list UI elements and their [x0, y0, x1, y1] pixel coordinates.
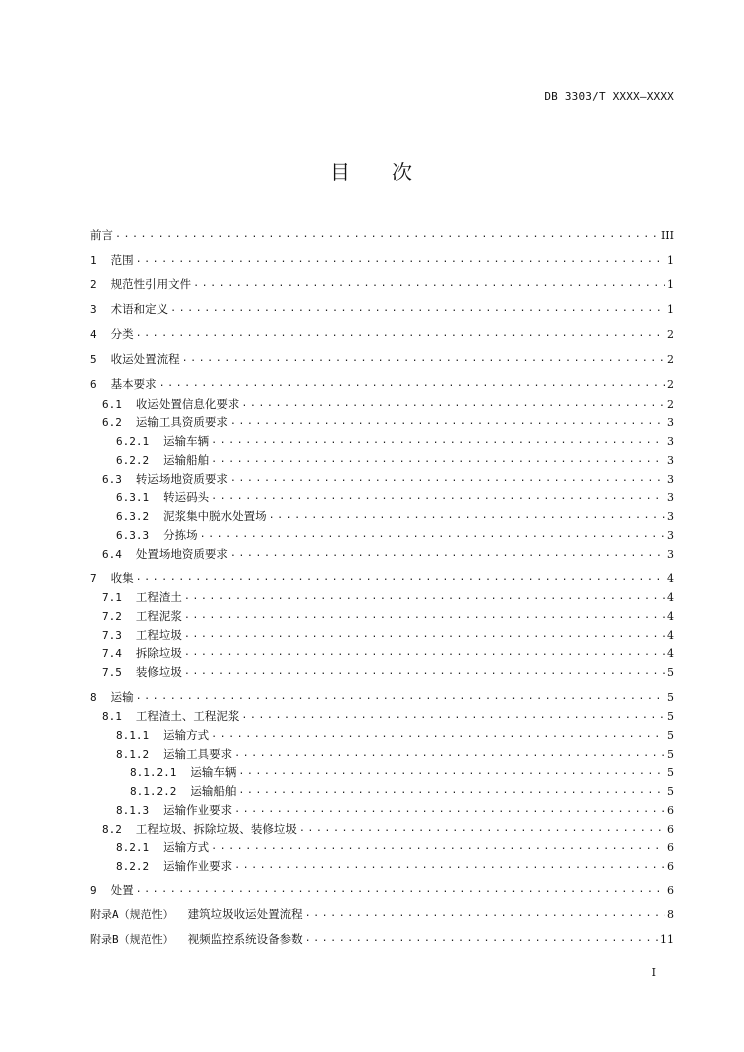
toc-entry-page: 6 [667, 840, 674, 854]
toc-entry-number: 3 [90, 302, 97, 316]
toc-dot-leader [136, 690, 665, 704]
toc-dot-leader [234, 803, 665, 817]
toc-entry[interactable] [90, 395, 674, 413]
toc-dot-leader [234, 859, 665, 873]
toc-entry-label: 运输方式 [163, 728, 210, 742]
toc-entry-label: 建筑垃圾收运处置流程 [187, 907, 303, 921]
toc-title [0, 156, 744, 185]
toc-entry[interactable] [90, 688, 674, 706]
toc-entry-label: 工程渣土、工程泥浆 [135, 709, 240, 723]
toc-entry-number: 7.4 [102, 646, 122, 660]
toc-entry-page: 3 [667, 490, 674, 504]
toc-entry-number: 8.2.2 [116, 859, 150, 873]
toc-entry[interactable] [90, 251, 674, 269]
toc-entry[interactable] [90, 607, 674, 625]
toc-entry-label: 收运处置信息化要求 [135, 397, 240, 411]
toc-entry-number: 7.2 [102, 609, 122, 623]
toc-entry-number: 7 [90, 571, 97, 585]
toc-dot-leader [305, 907, 665, 921]
toc-dot-leader [211, 434, 665, 448]
toc-entry-page: 4 [667, 646, 674, 660]
toc-dot-leader [136, 253, 665, 267]
toc-dot-leader [211, 728, 665, 742]
toc-entry[interactable] [90, 432, 674, 450]
toc-dot-leader [193, 277, 665, 291]
toc-entry-label: 术语和定义 [110, 302, 169, 316]
toc-entry-page: 4 [667, 571, 674, 585]
toc-entry[interactable] [90, 707, 674, 725]
toc-entry-number: 附录B（规范性） [90, 933, 174, 946]
toc-entry-label: 收集 [110, 571, 134, 585]
toc-entry-number: 8.1 [102, 709, 122, 723]
toc-entry-number: 7.5 [102, 665, 122, 679]
toc-entry-label: 前言 [90, 228, 113, 242]
toc-dot-leader [184, 665, 665, 679]
toc-entry[interactable] [90, 300, 674, 318]
toc-entry[interactable] [90, 488, 674, 506]
toc-entry-label: 工程泥浆 [135, 609, 182, 623]
toc-entry-number: 8.1.2.2 [130, 784, 177, 798]
toc-entry-label: 运输车辆 [163, 434, 210, 448]
toc-entry-page: 3 [667, 472, 674, 486]
toc-entry-label: 处置 [110, 883, 134, 897]
toc-entry[interactable] [90, 413, 674, 431]
toc-entry[interactable] [90, 801, 674, 819]
toc-entry-page: 2 [667, 327, 674, 341]
toc-entry-page: 5 [667, 784, 674, 798]
toc-entry-label: 拆除垃圾 [135, 646, 182, 660]
toc-entry-number: 附录A（规范性） [90, 908, 174, 921]
toc-entry-page: 5 [667, 690, 674, 704]
toc-entry-number: 6.3.3 [116, 528, 150, 542]
toc-entry-number: 8.1.1 [116, 728, 150, 742]
toc-entry[interactable] [90, 820, 674, 838]
toc-title-char-2: 次 [392, 160, 414, 184]
toc-entry-page: 6 [667, 859, 674, 873]
toc-dot-leader [136, 883, 665, 897]
toc-entry-number: 2 [90, 277, 97, 291]
toc-entry-page: 5 [667, 665, 674, 679]
toc-entry-label: 运输作业要求 [163, 859, 233, 873]
toc-dot-leader [269, 509, 665, 523]
toc-entry-label: 运输船舶 [163, 453, 210, 467]
toc-entry-label: 运输车辆 [190, 765, 237, 779]
toc-entry-label: 运输作业要求 [163, 803, 233, 817]
toc-entry-page: 4 [667, 590, 674, 604]
toc-dot-leader [136, 571, 665, 585]
toc-entry[interactable] [90, 663, 674, 681]
toc-dot-leader [230, 415, 665, 429]
toc-dot-leader [238, 784, 665, 798]
toc-entry[interactable] [90, 350, 674, 368]
toc-entry[interactable] [90, 470, 674, 488]
toc-entry-page: 3 [667, 415, 674, 429]
toc-entry-label: 运输船舶 [190, 784, 237, 798]
toc-entry-number: 5 [90, 352, 97, 366]
toc-entry[interactable] [90, 644, 674, 662]
toc-entry-page: III [660, 228, 674, 242]
toc-entry-label: 分类 [110, 327, 134, 341]
toc-dot-leader [184, 628, 665, 642]
toc-dot-leader [182, 352, 665, 366]
toc-entry-number: 6.2.2 [116, 453, 150, 467]
toc-entry-number: 6.3.2 [116, 509, 150, 523]
toc-entry-page: 5 [667, 709, 674, 723]
toc-entry-page: 4 [667, 609, 674, 623]
toc-entry-label: 分拣场 [163, 528, 198, 542]
toc-entry[interactable] [90, 857, 674, 875]
toc-entry-number: 6.1 [102, 397, 122, 411]
toc-entry-label: 转运码头 [163, 490, 210, 504]
toc-entry-label: 收运处置流程 [110, 352, 180, 366]
toc-entry-page: 11 [660, 932, 674, 946]
toc-entry-number: 9 [90, 883, 97, 897]
toc-entry[interactable] [90, 626, 674, 644]
toc-entry[interactable] [90, 838, 674, 856]
toc-dot-leader [136, 327, 665, 341]
toc-entry-page: 3 [667, 434, 674, 448]
toc-entry[interactable] [90, 375, 674, 393]
toc-entry-number: 6.4 [102, 547, 122, 561]
toc-entry-label: 运输工具要求 [163, 747, 233, 761]
toc-entry[interactable] [90, 763, 674, 781]
toc-dot-leader [234, 747, 665, 761]
toc-entry-number: 8.1.2 [116, 747, 150, 761]
toc-entry[interactable] [90, 275, 674, 293]
toc-entry-label: 处置场地资质要求 [135, 547, 228, 561]
toc-dot-leader [230, 547, 665, 561]
toc-dot-leader [170, 302, 665, 316]
toc-entry-number: 6.2.1 [116, 434, 150, 448]
toc-dot-leader [299, 822, 665, 836]
toc-entry[interactable] [90, 226, 674, 244]
toc-entry[interactable] [90, 726, 674, 744]
page-number: I [651, 966, 656, 979]
toc-entry[interactable] [90, 905, 674, 923]
toc-entry-page: 2 [667, 377, 674, 391]
toc-entry-label: 转运场地资质要求 [135, 472, 228, 486]
toc-entry[interactable] [90, 930, 674, 948]
toc-entry-number: 1 [90, 253, 97, 267]
toc-dot-leader [305, 932, 658, 946]
toc-entry-page: 6 [667, 822, 674, 836]
toc-entry-number: 8.2 [102, 822, 122, 836]
toc-entry[interactable] [90, 451, 674, 469]
toc-entry-page: 3 [667, 528, 674, 542]
toc-entry-number: 8.2.1 [116, 840, 150, 854]
toc-entry-label: 运输 [110, 690, 134, 704]
toc-entry-number: 7.1 [102, 590, 122, 604]
toc-entry-page: 5 [667, 765, 674, 779]
toc-entry[interactable] [90, 569, 674, 587]
toc-entry[interactable] [90, 545, 674, 563]
toc-entry-label: 视频监控系统设备参数 [187, 932, 303, 946]
toc-entry-number: 4 [90, 327, 97, 341]
toc-entry-number: 8.1.3 [116, 803, 150, 817]
toc-entry-page: 4 [667, 628, 674, 642]
toc-entry-page: 8 [667, 907, 674, 921]
toc-entry-number: 6.2 [102, 415, 122, 429]
toc-dot-leader [238, 765, 665, 779]
toc-dot-leader [184, 609, 665, 623]
toc-entry-page: 6 [667, 803, 674, 817]
toc-entry-label: 范围 [110, 253, 134, 267]
toc-entry-number: 6.3 [102, 472, 122, 486]
toc-dot-leader [184, 646, 665, 660]
toc-entry[interactable] [90, 507, 674, 525]
toc-dot-leader [241, 709, 665, 723]
toc-entry-number: 6.3.1 [116, 490, 150, 504]
toc-entry[interactable] [90, 881, 674, 899]
toc-entry[interactable] [90, 325, 674, 343]
toc-dot-leader [211, 840, 665, 854]
toc-entry[interactable] [90, 745, 674, 763]
toc-dot-leader [200, 528, 665, 542]
toc-entry[interactable] [90, 526, 674, 544]
toc-entry-label: 工程渣土 [135, 590, 182, 604]
toc-entry-page: 3 [667, 509, 674, 523]
toc-dot-leader [211, 453, 665, 467]
toc-entry-label: 装修垃圾 [135, 665, 182, 679]
toc-entry-number: 6 [90, 377, 97, 391]
toc-entry[interactable] [90, 588, 674, 606]
toc-entry-page: 5 [667, 728, 674, 742]
toc-entry-page: 3 [667, 547, 674, 561]
toc-entry-label: 工程垃圾、拆除垃圾、装修垃圾 [135, 822, 297, 836]
toc-entry-label: 运输工具资质要求 [135, 415, 228, 429]
toc-dot-leader [241, 397, 665, 411]
toc-entry-page: 1 [667, 277, 674, 291]
toc-entry-number: 8 [90, 690, 97, 704]
toc-dot-leader [184, 590, 665, 604]
toc-entry-number: 7.3 [102, 628, 122, 642]
toc-entry-page: 6 [667, 883, 674, 897]
toc-entry-page: 5 [667, 747, 674, 761]
toc-entry-page: 1 [667, 302, 674, 316]
toc-title-char-1: 目 [330, 160, 352, 184]
document-code: DB 3303/T XXXX—XXXX [544, 90, 674, 103]
toc-entry[interactable] [90, 782, 674, 800]
toc-entry-label: 运输方式 [163, 840, 210, 854]
toc-dot-leader [115, 228, 659, 242]
toc-entry-page: 1 [667, 253, 674, 267]
toc-entry-label: 泥浆集中脱水处置场 [163, 509, 267, 523]
toc-entry-label: 规范性引用文件 [110, 277, 192, 291]
toc-entry-label: 工程垃圾 [135, 628, 182, 642]
toc-entry-label: 基本要求 [110, 377, 157, 391]
toc-entry-page: 2 [667, 352, 674, 366]
toc-dot-leader [159, 377, 665, 391]
toc-dot-leader [211, 490, 665, 504]
toc-entry-page: 2 [667, 397, 674, 411]
toc-entry-number: 8.1.2.1 [130, 765, 177, 779]
toc-entry-page: 3 [667, 453, 674, 467]
toc-dot-leader [230, 472, 665, 486]
